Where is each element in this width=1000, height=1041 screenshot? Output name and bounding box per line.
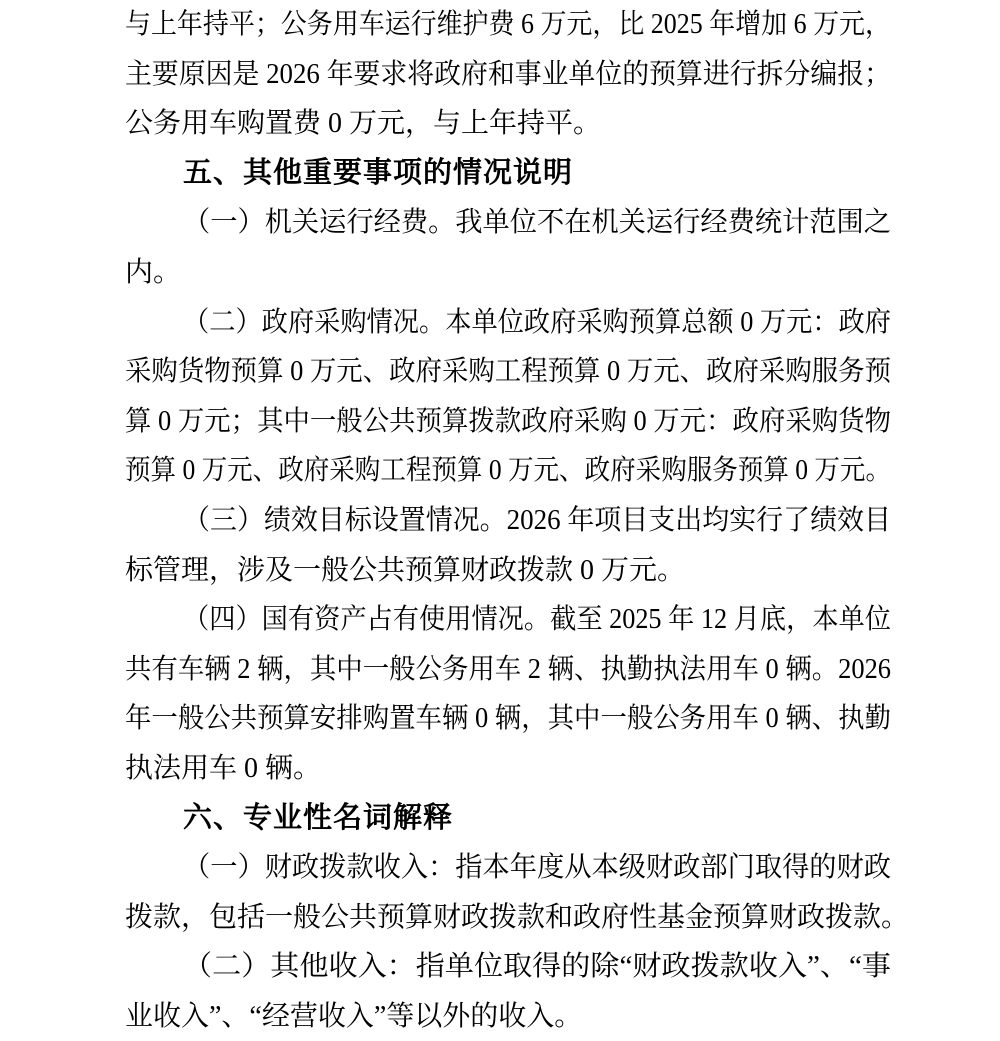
text-line bbox=[125, 446, 891, 496]
paragraph-state-assets bbox=[125, 595, 891, 793]
text-line-content: 与上年持平；公务用车运行维护费 6 万元，比 2025 年增加 6 万元， bbox=[125, 9, 891, 40]
text-line-content: （四）国有资产占有使用情况。截至 2025 年 12 月底，本单位 bbox=[183, 604, 891, 636]
text-line bbox=[125, 397, 891, 447]
text-line-content: 拨款，包括一般公共预算财政拨款和政府性基金预算财政拨款。 bbox=[125, 901, 910, 933]
text-line bbox=[125, 744, 891, 794]
paragraph-performance-targets bbox=[125, 496, 891, 595]
text-line bbox=[125, 149, 891, 199]
text-line bbox=[125, 248, 891, 298]
text-line-content: （一）财政拨款收入：指本年度从本级财政部门取得的财政 bbox=[183, 852, 891, 884]
document-content bbox=[125, 0, 910, 1041]
text-line bbox=[125, 843, 891, 893]
paragraph-term-other-income bbox=[125, 942, 891, 1041]
text-line-content: 六、专业性名词解释 bbox=[183, 801, 454, 834]
text-line bbox=[125, 347, 891, 397]
text-line bbox=[125, 794, 891, 844]
text-line-content: （一）机关运行经费。我单位不在机关运行经费统计范围之 bbox=[183, 207, 891, 239]
text-line-content: 五、其他重要事项的情况说明 bbox=[183, 156, 574, 189]
text-line-content: 预算 0 万元、政府采购工程预算 0 万元、政府采购服务预算 0 万元。 bbox=[125, 455, 891, 487]
paragraph-agency-operating-funds bbox=[125, 198, 891, 297]
text-line bbox=[125, 99, 891, 149]
text-line-content: 标管理，涉及一般公共预算财政拨款 0 万元。 bbox=[125, 554, 686, 586]
text-line-content: 内。 bbox=[125, 256, 182, 288]
text-line bbox=[125, 942, 891, 992]
text-line-content: 算 0 万元；其中一般公共预算拨款政府采购 0 万元：政府采购货物 bbox=[125, 405, 891, 437]
paragraph-government-procurement bbox=[125, 298, 891, 496]
text-line-content: （二）其他收入：指单位取得的除“财政拨款收入”、“事 bbox=[183, 951, 891, 983]
text-line bbox=[125, 198, 891, 248]
text-line bbox=[125, 0, 891, 50]
text-line bbox=[125, 992, 891, 1041]
text-line-content: 年一般公共预算安排购置车辆 0 辆，其中一般公务用车 0 辆、执勤 bbox=[125, 703, 891, 735]
text-line-content: 采购货物预算 0 万元、政府采购工程预算 0 万元、政府采购服务预 bbox=[125, 356, 891, 388]
text-line bbox=[125, 694, 891, 744]
section-heading-6 bbox=[125, 794, 891, 844]
text-line bbox=[125, 298, 891, 348]
text-line bbox=[125, 496, 891, 546]
text-line-content: 共有车辆 2 辆，其中一般公务用车 2 辆、执勤执法用车 0 辆。2026 bbox=[125, 653, 891, 685]
text-line-content: （二）政府采购情况。本单位政府采购预算总额 0 万元：政府 bbox=[183, 306, 891, 338]
text-line-content: （三）绩效目标设置情况。2026 年项目支出均实行了绩效目 bbox=[183, 504, 891, 536]
text-line-content: 执法用车 0 辆。 bbox=[125, 752, 322, 784]
paragraph-vehicle-expense bbox=[125, 0, 891, 149]
text-line-content: 主要原因是 2026 年要求将政府和事业单位的预算进行拆分编报； bbox=[125, 58, 891, 90]
text-line bbox=[125, 645, 891, 695]
text-line bbox=[125, 50, 891, 100]
text-line-content: 公务用车购置费 0 万元，与上年持平。 bbox=[125, 108, 602, 140]
text-line bbox=[125, 893, 910, 943]
text-line bbox=[125, 546, 891, 596]
section-heading-5 bbox=[125, 149, 891, 199]
text-line-content: 业收入”、“经营收入”等以外的收入。 bbox=[125, 1000, 583, 1032]
text-line bbox=[125, 595, 891, 645]
paragraph-term-fiscal-appropriation-income bbox=[125, 843, 910, 942]
